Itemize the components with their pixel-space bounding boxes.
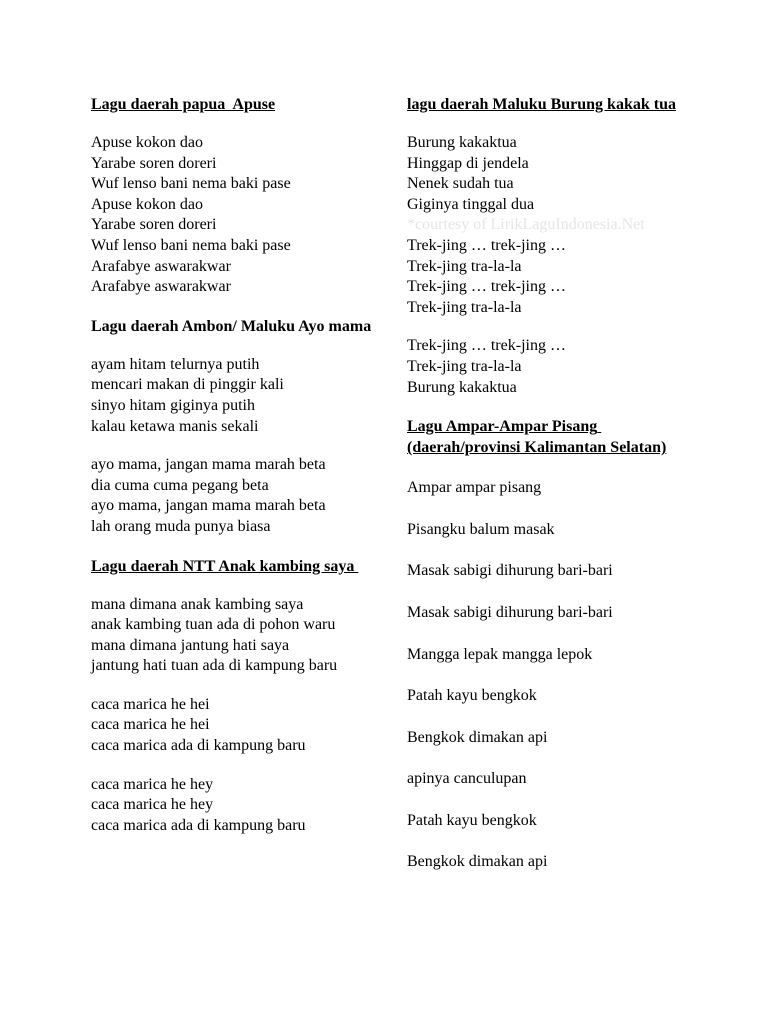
watermark-text: *courtesy of LirikLaguIndonesia.Net [407, 216, 645, 234]
lyric-line: mana dimana jantung hati saya [91, 636, 290, 654]
lyric-line: sinyo hitam giginya putih [91, 396, 255, 414]
lyric-line: ayo mama, jangan mama marah beta [91, 456, 326, 474]
lyric-line: mencari makan di pinggir kali [91, 376, 284, 394]
lyric-line: Wuf lenso bani nema baki pase [91, 175, 291, 193]
lyric-line: Burung kakaktua [407, 134, 517, 151]
lyric-line: mana dimana anak kambing saya [91, 595, 304, 613]
lyric-line: Bengkok dimakan api [407, 728, 548, 746]
lyric-line: caca marica he hei [91, 695, 210, 713]
lyric-line: Trek-jing … trek-jing … [407, 337, 566, 355]
lyric-line: Burung kakaktua [407, 378, 517, 396]
song-title-ampar-pisang: Lagu Ampar-Ampar Pisang (daerah/provinsi Kalimantan Selatan) [407, 418, 667, 457]
stanza [91, 455, 381, 537]
section-ampar-pisang [407, 416, 697, 873]
lyric-line: Apuse kokon dao [91, 134, 203, 151]
lyric-line: caca marica he hey [91, 796, 214, 814]
lyric-line: Trek-jing tra-la-la [407, 257, 522, 275]
lyric-line: Bengkok dimakan api [407, 853, 548, 871]
lyric-line: anak kambing tuan ada di pohon waru [91, 616, 336, 634]
lyric-line: lah orang muda punya biasa [91, 517, 271, 535]
lyric-line: Ampar ampar pisang [407, 479, 542, 497]
lyric-line: Yarabe soren doreri [91, 216, 217, 234]
lyric-line: Patah kayu bengkok [407, 687, 537, 705]
lyric-line: caca marica ada di kampung baru [91, 816, 306, 834]
section-kakaktua [407, 94, 697, 398]
song-title-ayo-mama: Lagu daerah Ambon/ Maluku Ayo mama [91, 317, 372, 335]
lyric-line: Trek-jing tra-la-la [407, 357, 522, 375]
stanza [91, 355, 381, 437]
lyric-line: Pisangku balum masak [407, 520, 555, 538]
lyric-line: Trek-jing … trek-jing … [407, 236, 566, 254]
lyric-line: caca marica ada di kampung baru [91, 737, 306, 755]
stanza [407, 133, 697, 318]
lyric-line: apinya canculupan [407, 770, 527, 788]
lyric-line: Trek-jing tra-la-la [407, 298, 522, 316]
lyric-line: Wuf lenso bani nema baki pase [91, 236, 291, 254]
left-column [91, 94, 381, 836]
section-anak-kambing [91, 556, 381, 837]
lyric-line: caca marica he hey [91, 775, 214, 793]
song-title-kakaktua: lagu daerah Maluku Burung kakak tua [407, 96, 676, 113]
lyric-line: Yarabe soren doreri [91, 154, 217, 172]
lyric-line: ayo mama, jangan mama marah beta [91, 497, 326, 515]
lyric-line: Masak sabigi dihurung bari-bari [407, 603, 613, 621]
lyric-line: Apuse kokon dao [91, 195, 203, 213]
lyric-line: ayam hitam telurnya putih [91, 355, 260, 373]
stanza [91, 133, 381, 298]
song-title-apuse: Lagu daerah papua Apuse [91, 96, 276, 113]
lyric-line: Hinggap di jendela [407, 154, 529, 172]
stanza [91, 595, 381, 677]
right-column [407, 94, 697, 873]
lyric-line: Masak sabigi dihurung bari-bari [407, 562, 613, 580]
lyric-line: Trek-jing … trek-jing … [407, 278, 566, 296]
lyric-line: Giginya tinggal dua [407, 195, 535, 213]
lyric-line: kalau ketawa manis sekali [91, 417, 259, 435]
stanza [91, 775, 381, 837]
section-apuse [91, 94, 381, 298]
lyric-line: Patah kayu bengkok [407, 811, 537, 829]
lyric-line: Arafabye aswarakwar [91, 278, 231, 296]
lyric-line: jantung hati tuan ada di kampung baru [91, 657, 338, 675]
lyric-line: Mangga lepak mangga lepok [407, 645, 593, 663]
lyric-line: Arafabye aswarakwar [91, 257, 231, 275]
stanza [91, 695, 381, 757]
lyric-line: dia cuma cuma pegang beta [91, 476, 269, 494]
lyric-line: caca marica he hei [91, 716, 210, 734]
section-ayo-mama [91, 316, 381, 538]
lyric-line: Nenek sudah tua [407, 175, 514, 193]
stanza [407, 336, 697, 398]
song-title-anak-kambing: Lagu daerah NTT Anak kambing saya [91, 557, 359, 575]
